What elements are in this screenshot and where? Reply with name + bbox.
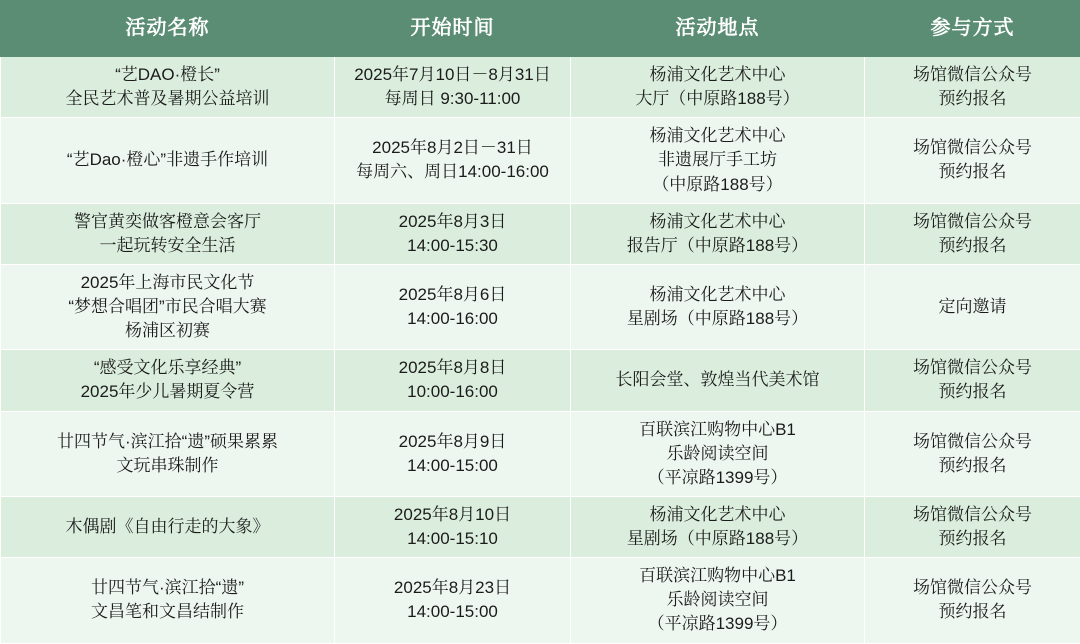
column-header-participation: 参与方式 bbox=[865, 1, 1080, 57]
cell-line: 场馆微信公众号 bbox=[873, 356, 1072, 380]
cell-line: 预约报名 bbox=[873, 527, 1072, 551]
table-row bbox=[1, 496, 1080, 557]
cell-line: 2025年7月10日－8月31日 bbox=[343, 63, 562, 87]
table-row bbox=[1, 118, 1080, 203]
table-header-row bbox=[1, 1, 1080, 57]
cell-line: 廿四节气·滨江拾“遗” bbox=[9, 576, 326, 600]
table-row bbox=[1, 350, 1080, 411]
cell-line: 文玩串珠制作 bbox=[9, 454, 326, 478]
cell-start-time bbox=[335, 264, 571, 349]
cell-line: 2025年少儿暑期夏令营 bbox=[9, 380, 326, 404]
cell-line: “感受文化乐享经典” bbox=[9, 356, 326, 380]
cell-line: 杨浦文化艺术中心 bbox=[579, 283, 856, 307]
column-header-start-time: 开始时间 bbox=[335, 1, 571, 57]
cell-location bbox=[571, 264, 865, 349]
cell-start-time bbox=[335, 118, 571, 203]
cell-line: 杨浦文化艺术中心 bbox=[579, 503, 856, 527]
cell-start-time bbox=[335, 57, 571, 118]
cell-start-time bbox=[335, 496, 571, 557]
cell-line: “艺DAO·橙长” bbox=[9, 63, 326, 87]
cell-line: 预约报名 bbox=[873, 454, 1072, 478]
cell-line: 14:00-15:10 bbox=[343, 527, 562, 551]
cell-activity-name bbox=[1, 264, 335, 349]
cell-line: 报告厅（中原路188号） bbox=[579, 234, 856, 258]
cell-line: 2025年上海市民文化节 bbox=[9, 271, 326, 295]
cell-participation bbox=[865, 57, 1080, 118]
table-body bbox=[1, 57, 1080, 644]
column-header-location: 活动地点 bbox=[571, 1, 865, 57]
cell-line: 场馆微信公众号 bbox=[873, 576, 1072, 600]
cell-start-time bbox=[335, 350, 571, 411]
cell-line: 14:00-15:00 bbox=[343, 454, 562, 478]
cell-start-time bbox=[335, 203, 571, 264]
cell-line: 10:00-16:00 bbox=[343, 380, 562, 404]
cell-activity-name bbox=[1, 496, 335, 557]
cell-line: 2025年8月3日 bbox=[343, 210, 562, 234]
cell-line: 预约报名 bbox=[873, 160, 1072, 184]
cell-line: 2025年8月8日 bbox=[343, 356, 562, 380]
cell-start-time bbox=[335, 558, 571, 643]
cell-line: 定向邀请 bbox=[873, 295, 1072, 319]
cell-line: 全民艺术普及暑期公益培训 bbox=[9, 87, 326, 111]
cell-line: （平凉路1399号） bbox=[579, 612, 856, 636]
cell-location bbox=[571, 558, 865, 643]
cell-line: 2025年8月10日 bbox=[343, 503, 562, 527]
cell-line: “梦想合唱团”市民合唱大赛 bbox=[9, 295, 326, 319]
cell-participation bbox=[865, 558, 1080, 643]
cell-line: 非遗展厅手工坊 bbox=[579, 148, 856, 172]
cell-line: 2025年8月23日 bbox=[343, 576, 562, 600]
cell-line: （中原路188号） bbox=[579, 173, 856, 197]
cell-line: 星剧场（中原路188号） bbox=[579, 307, 856, 331]
cell-line: 2025年8月2日－31日 bbox=[343, 136, 562, 160]
cell-line: 2025年8月6日 bbox=[343, 283, 562, 307]
cell-activity-name bbox=[1, 57, 335, 118]
cell-line: 长阳会堂、敦煌当代美术馆 bbox=[579, 368, 856, 392]
table-row bbox=[1, 57, 1080, 118]
cell-location bbox=[571, 496, 865, 557]
cell-activity-name bbox=[1, 203, 335, 264]
cell-activity-name bbox=[1, 411, 335, 496]
cell-activity-name bbox=[1, 558, 335, 643]
cell-line: 场馆微信公众号 bbox=[873, 430, 1072, 454]
cell-participation bbox=[865, 118, 1080, 203]
cell-line: 14:00-15:30 bbox=[343, 234, 562, 258]
cell-location bbox=[571, 118, 865, 203]
table-header bbox=[1, 1, 1080, 57]
cell-location bbox=[571, 57, 865, 118]
cell-location bbox=[571, 411, 865, 496]
cell-location bbox=[571, 203, 865, 264]
cell-line: 乐龄阅读空间 bbox=[579, 588, 856, 612]
cell-line: 14:00-15:00 bbox=[343, 600, 562, 624]
cell-line: 场馆微信公众号 bbox=[873, 210, 1072, 234]
cell-line: 文昌笔和文昌结制作 bbox=[9, 600, 326, 624]
cell-participation bbox=[865, 203, 1080, 264]
cell-line: 木偶剧《自由行走的大象》 bbox=[9, 515, 326, 539]
cell-line: 杨浦文化艺术中心 bbox=[579, 210, 856, 234]
cell-line: 一起玩转安全生活 bbox=[9, 234, 326, 258]
cell-line: 杨浦文化艺术中心 bbox=[579, 124, 856, 148]
cell-line: 百联滨江购物中心B1 bbox=[579, 564, 856, 588]
cell-line: 星剧场（中原路188号） bbox=[579, 527, 856, 551]
table-row bbox=[1, 264, 1080, 349]
cell-participation bbox=[865, 411, 1080, 496]
cell-start-time bbox=[335, 411, 571, 496]
cell-line: 每周六、周日14:00-16:00 bbox=[343, 160, 562, 184]
table-row bbox=[1, 203, 1080, 264]
cell-line: 预约报名 bbox=[873, 87, 1072, 111]
cell-line: 预约报名 bbox=[873, 600, 1072, 624]
cell-participation bbox=[865, 264, 1080, 349]
cell-line: 大厅（中原路188号） bbox=[579, 87, 856, 111]
table-row bbox=[1, 411, 1080, 496]
cell-location bbox=[571, 350, 865, 411]
cell-line: 14:00-16:00 bbox=[343, 307, 562, 331]
cell-participation bbox=[865, 496, 1080, 557]
cell-line: （平凉路1399号） bbox=[579, 466, 856, 490]
cell-line: 预约报名 bbox=[873, 380, 1072, 404]
cell-line: 乐龄阅读空间 bbox=[579, 442, 856, 466]
cell-line: 廿四节气·滨江拾“遗”硕果累累 bbox=[9, 430, 326, 454]
column-header-activity-name: 活动名称 bbox=[1, 1, 335, 57]
cell-line: 预约报名 bbox=[873, 234, 1072, 258]
cell-activity-name bbox=[1, 118, 335, 203]
cell-participation bbox=[865, 350, 1080, 411]
cell-line: 场馆微信公众号 bbox=[873, 136, 1072, 160]
cell-line: 场馆微信公众号 bbox=[873, 503, 1072, 527]
cell-line: 杨浦区初赛 bbox=[9, 319, 326, 343]
table-row bbox=[1, 558, 1080, 643]
cell-activity-name bbox=[1, 350, 335, 411]
cell-line: 警官黄奕做客橙意会客厅 bbox=[9, 210, 326, 234]
cell-line: 杨浦文化艺术中心 bbox=[579, 63, 856, 87]
cell-line: 场馆微信公众号 bbox=[873, 63, 1072, 87]
cell-line: “艺Dao·橙心”非遗手作培训 bbox=[9, 148, 326, 172]
cell-line: 2025年8月9日 bbox=[343, 430, 562, 454]
cell-line: 百联滨江购物中心B1 bbox=[579, 418, 856, 442]
cell-line: 每周日 9:30-11:00 bbox=[343, 87, 562, 111]
